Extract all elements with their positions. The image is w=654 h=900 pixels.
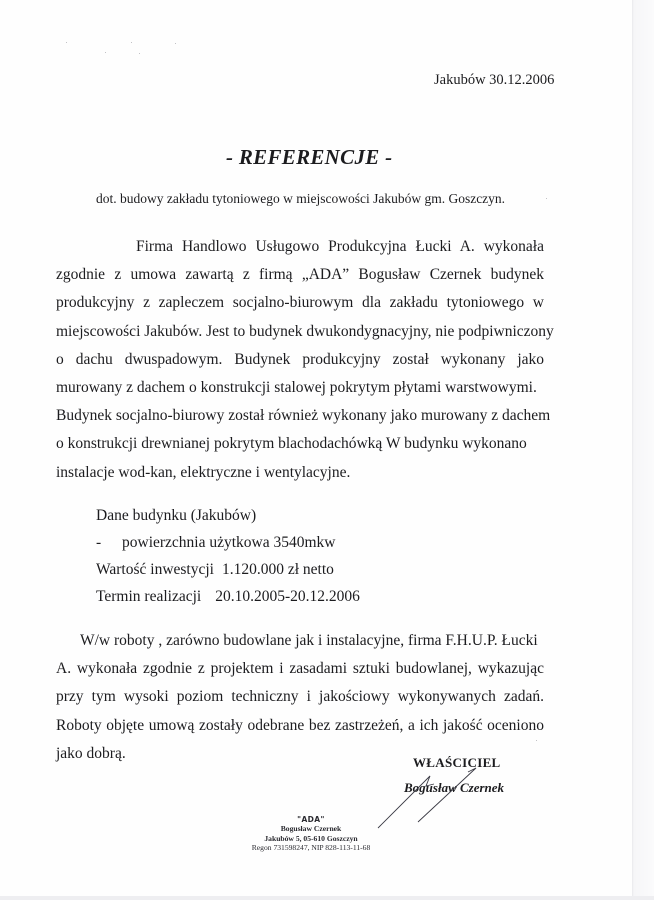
scan-speck [66,42,67,43]
building-data-heading: Dane budynku (Jakubów) [96,507,257,524]
investment-value: 1.120.000 zł netto [221,561,334,578]
scan-edge [0,896,654,900]
text-line: murowany z dachem o konstrukcji stalowej pokrytym płytami warstwowymi. [56,379,537,397]
signatory-name: Bogusław Czernek [404,780,505,795]
scan-speck [131,42,132,43]
investment-label: Wartość inwestycji [96,561,214,578]
text-line: Roboty objęte umową zostały odebrane bez zastrzeżeń, a ich jakość oceniono [56,716,544,734]
text-line: o konstrukcji drewnianej pokrytym blachodachówką W budynku wykonano [56,435,527,453]
text-line: jako dobrą. [56,744,126,762]
stamp-owner: Bogusław Czernek [280,824,342,834]
text-line: A. wykonała zgodnie z projektem i zasadami sztuki budowlanej, wykazując [56,660,544,678]
text-line: o dachu dwuspadowym. Budynek produkcyjny został wykonany jako [56,350,544,368]
term-value: 20.10.2005-20.12.2006 [215,588,360,605]
subject-line: dot. budowy zakładu tytoniowego w miejscowości Jakubów gm. Goszczyn. [96,191,506,206]
text-line: miejscowości Jakubów. Jest to budynek dwukondygnacyjny, nie podpiwniczony [56,322,554,340]
place-and-date: Jakubów 30.12.2006 [434,72,555,88]
building-area: powierzchnia użytkowa 3540mkw [122,534,336,551]
term-label: Termin realizacji [96,588,202,605]
scan-speck [105,52,106,53]
text-line: Budynek socjalno-biurowy został również wykonany jako murowany z dachem [56,407,551,425]
investment-row [96,556,360,583]
term-row [96,583,360,610]
scan-edge [632,0,654,900]
stamp-registry: Regon 731598247, NIP 828-113-11-68 [251,842,371,852]
text-line: Firma Handlowo Usługowo Produkcyjna Łucki A. wykonała [136,238,544,255]
text-line: produkcyjny z zapleczem socjalno-biurowym dla zakładu tytoniowego w [56,294,544,312]
list-dash: - [96,534,102,551]
document-title: - REFERENCJE - [226,145,393,169]
stamp-address: Jakubów 5, 05-610 Goszczyn [264,833,358,843]
building-data [96,502,360,610]
company-stamp [236,815,386,852]
text-line: przy tym wysoki poziom techniczny i jakościowy wykonywanych zadań. [56,688,544,706]
building-area-row [96,529,360,556]
text-line: W/w roboty , zarówno budowlane jak i instalacyjne, firma F.H.U.P. Łucki [80,632,538,649]
scan-speck [175,43,176,44]
paragraph-description [56,233,554,487]
scan-speck [546,198,547,199]
paragraph-assessment [56,627,544,768]
text-line: instalacje wod-kan, elektryczne i wentylacyjne. [56,463,351,481]
text-line: zgodnie z umowa zawartą z firmą „ADA” Bogusław Czernek budynek [56,266,544,284]
signatory-role: WŁAŚCICIEL [413,755,501,770]
scan-speck [139,53,140,54]
stamp-brand: "ADA" [297,815,325,824]
